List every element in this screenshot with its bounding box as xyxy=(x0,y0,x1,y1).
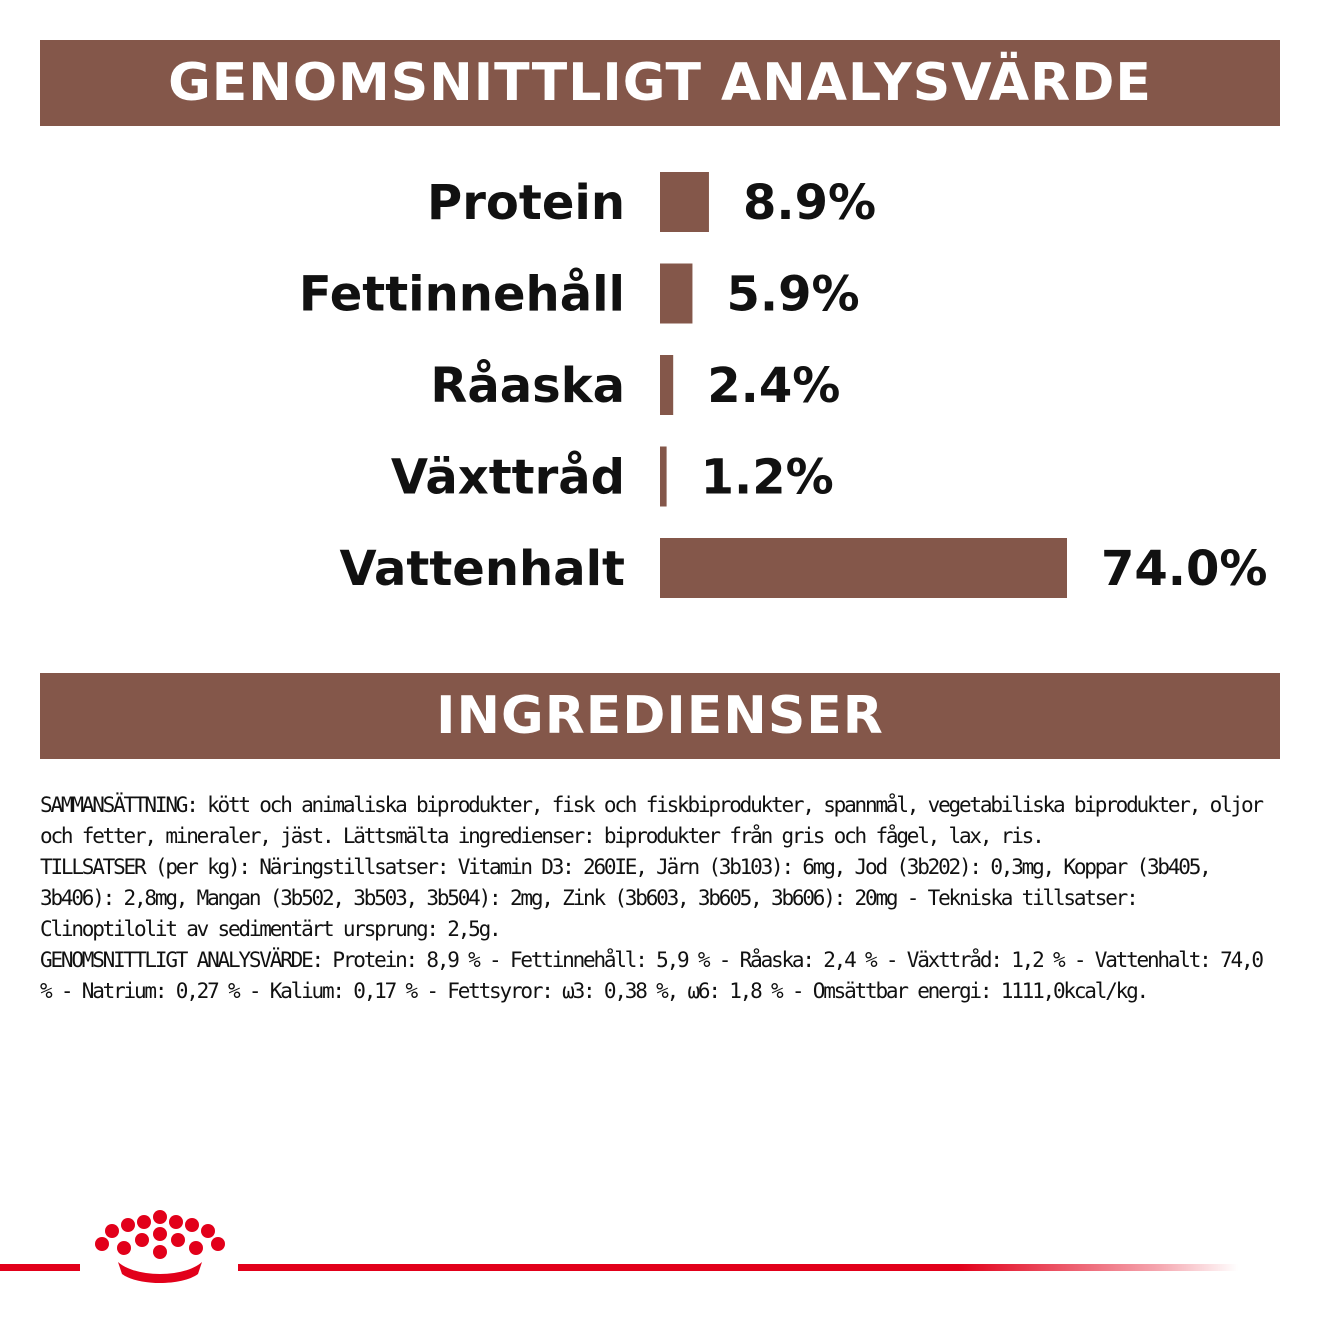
nutrient-bar-chart xyxy=(0,150,1320,620)
brand-line-left xyxy=(0,1264,80,1271)
category-label: Råaska xyxy=(430,358,625,414)
bar-0 xyxy=(660,172,709,232)
bar-4 xyxy=(660,538,1067,598)
value-label: 2.4% xyxy=(707,358,841,414)
ingredients-text xyxy=(40,790,1280,1007)
category-label: Protein xyxy=(427,175,625,231)
ingredients-header-banner xyxy=(40,673,1280,759)
category-label: Växttråd xyxy=(390,449,625,506)
value-label: 8.9% xyxy=(742,175,877,231)
crown-icon xyxy=(92,1208,228,1286)
bar-3 xyxy=(660,447,667,507)
analysis-title: GENOMSNITTLIGT ANALYSVÄRDE xyxy=(168,53,1152,113)
brand-line-right xyxy=(238,1264,1238,1271)
analysis-paragraph: GENOMSNITTLIGT ANALYSVÄRDE: Protein: 8,9 % - Fettinnehåll: 5,9 % - Råaska: 2,4 % - Växttråd: 1,2 % - Vattenhalt: 74,0 % - Natrium: 0,27 % - Kalium: 0,17 % - Fettsyror: ω3: 0,38 %, ω6: 1,8 % - Omsättbar energi: 1111,0kcal/kg. xyxy=(40,948,1262,1003)
composition-paragraph: SAMMANSÄTTNING: kött och animaliska biprodukter, fisk och fiskbiprodukter, spannmål, vegetabiliska biprodukter, oljor och fetter, mineraler, jäst. Lättsmälta ingredienser: biprodukter från gris och fågel, lax, ris. xyxy=(40,793,1262,848)
value-label: 1.2% xyxy=(700,449,834,506)
value-label: 5.9% xyxy=(726,266,860,323)
additives-paragraph: TILLSATSER (per kg): Näringstillsatser: Vitamin D3: 260IE, Järn (3b103): 6mg, Jod (3b202): 0,3mg, Koppar (3b405, 3b406): 2,8mg, Mangan (3b502, 3b503, 3b504): 2mg, Zink (3b603, 3b605, 3b606): 20mg - Tekniska tillsatser: Clinoptilolit av sedimentärt ursprung: 2,5g. xyxy=(40,855,1210,941)
bar-1 xyxy=(660,264,692,324)
bar-2 xyxy=(660,355,673,415)
ingredients-title: INGREDIENSER xyxy=(436,686,884,746)
category-label: Vattenhalt xyxy=(339,541,625,597)
value-label: 74.0% xyxy=(1101,541,1268,597)
analysis-header-banner xyxy=(40,40,1280,126)
category-label: Fettinnehåll xyxy=(298,266,625,323)
